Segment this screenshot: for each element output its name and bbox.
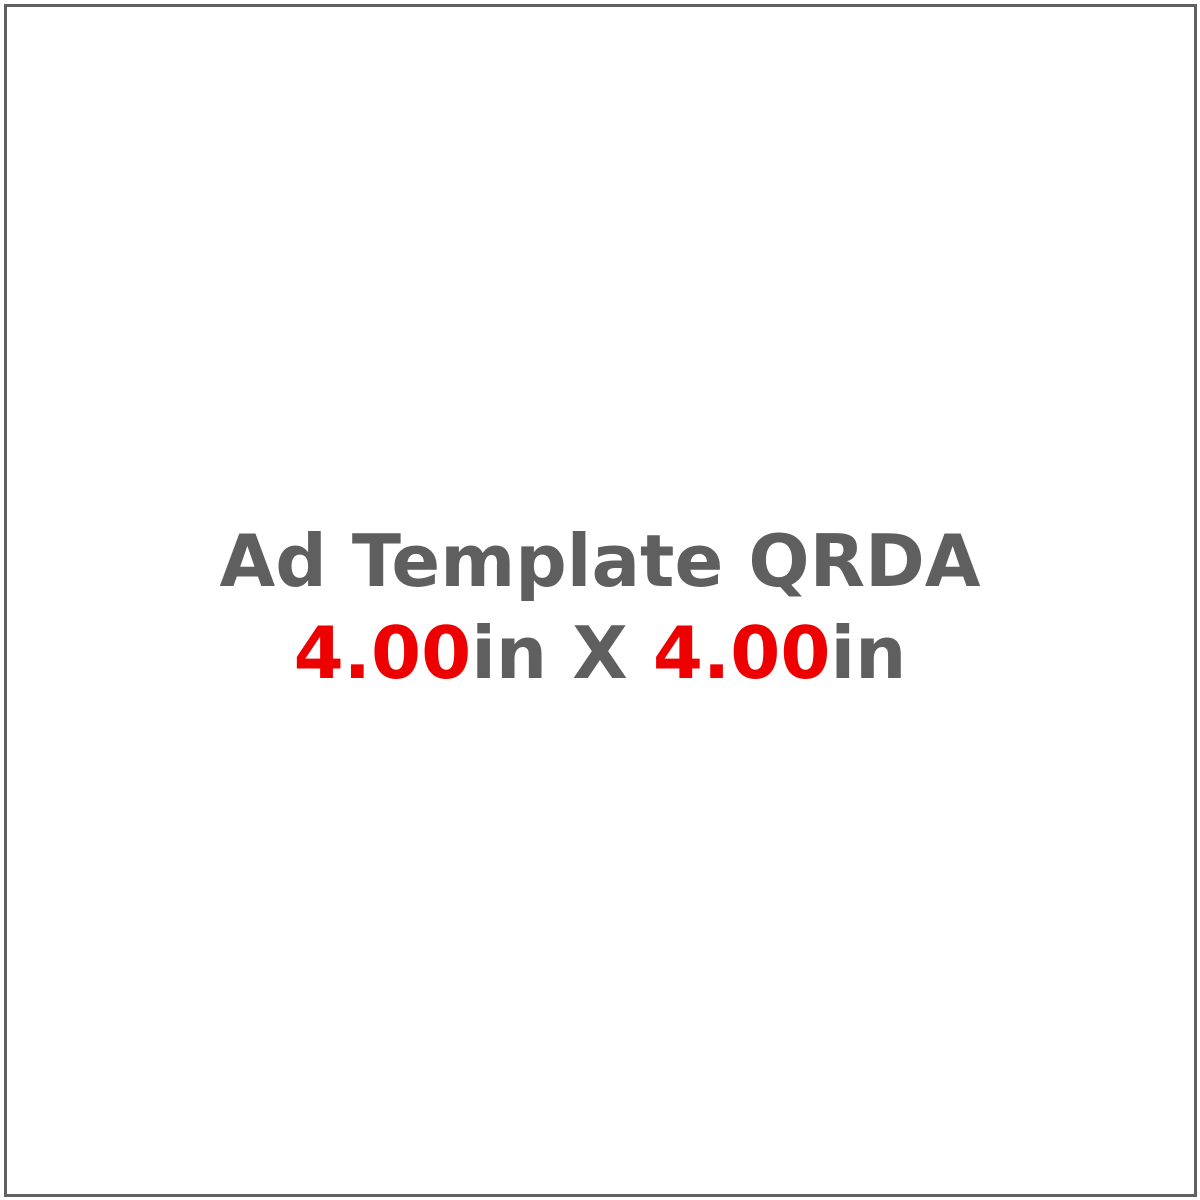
dimension-separator: X	[547, 611, 653, 695]
height-value: 4.00	[652, 611, 831, 695]
ad-template-label	[0, 515, 1200, 699]
template-dimensions	[0, 607, 1200, 699]
template-title: Ad Template QRDA	[219, 519, 981, 603]
width-value: 4.00	[293, 611, 472, 695]
height-unit: in	[830, 611, 907, 695]
width-unit: in	[471, 611, 548, 695]
